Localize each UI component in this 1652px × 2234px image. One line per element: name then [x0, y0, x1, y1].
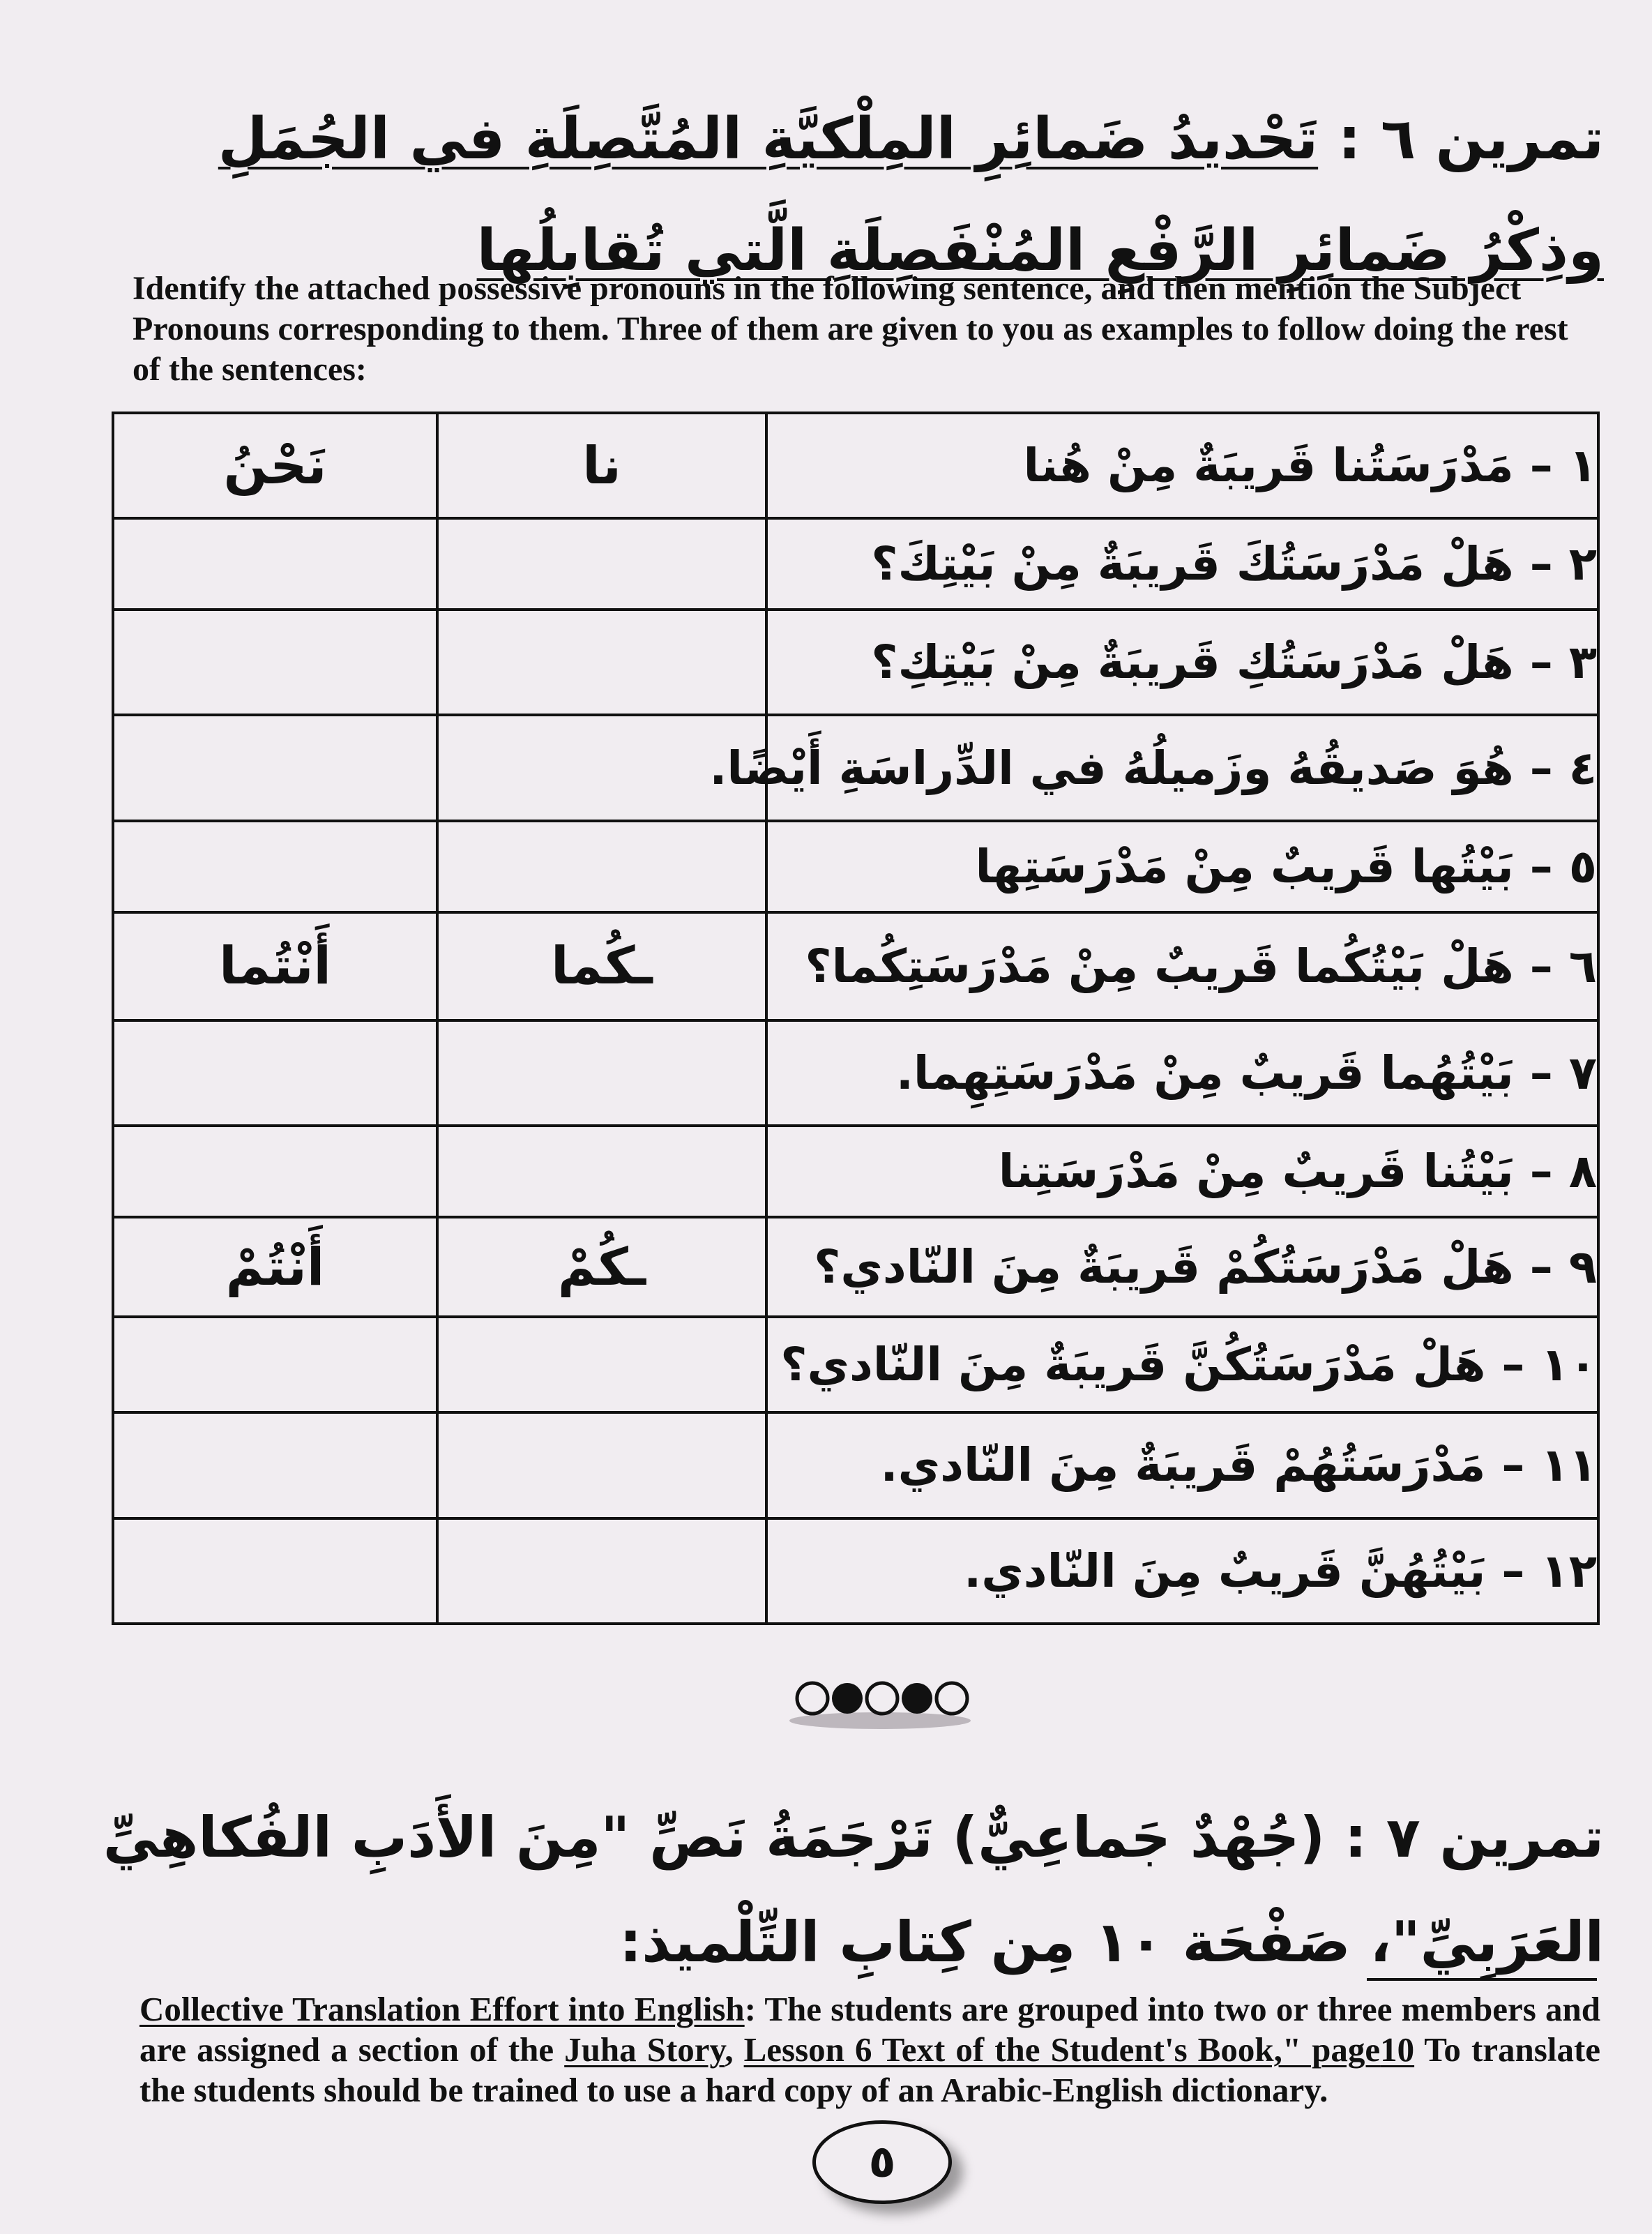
attached-pronoun-cell	[437, 1518, 766, 1624]
attached-pronoun-cell: ـكُما	[437, 912, 766, 1020]
attached-pronoun-cell	[437, 518, 766, 610]
exercise-6-label: تمرين ٦ :	[1318, 106, 1604, 172]
sentence-cell: ٩ – هَلْ مَدْرَسَتُكُمْ قَريبَةٌ مِنَ النّادي؟	[766, 1217, 1598, 1317]
subject-pronoun-cell: نَحْنُ	[113, 413, 437, 518]
sentence-cell: ٢ – هَلْ مَدْرَسَتُكَ قَريبَةٌ مِنْ بَيْتِكَ؟	[766, 518, 1598, 610]
table-row	[113, 1217, 1598, 1317]
attached-pronoun-cell	[437, 1126, 766, 1217]
exercise-7-instructions: Collective Translation Effort into English: The students are grouped into two or three members and are assigned a section of the Juha Story, Lesson 6 Text of the Student's Book," page10 To translate the students should be trained to use a hard copy of an Arabic-English dictionary.	[139, 1990, 1601, 2109]
sentence-cell: ٧ – بَيْتُهُما قَريبٌ مِنْ مَدْرَسَتِهِما.	[766, 1020, 1598, 1126]
table-row	[113, 715, 1598, 820]
attached-pronoun-cell	[437, 1317, 766, 1412]
exercise-7-title	[98, 1786, 1604, 1995]
sentence-cell: ١١ – مَدْرَسَتُهُمْ قَريبَةٌ مِنَ النّادي.	[766, 1412, 1598, 1518]
attached-pronoun-cell: نا	[437, 413, 766, 518]
subject-pronoun-cell	[113, 518, 437, 610]
sentence-cell: ٨ – بَيْتُنا قَريبٌ مِنْ مَدْرَسَتِنا	[766, 1126, 1598, 1217]
pronouns-table	[112, 412, 1600, 1625]
juha-story-link: Juha Story	[564, 2030, 725, 2069]
subject-pronoun-cell	[113, 821, 437, 912]
table-row	[113, 1126, 1598, 1217]
sentence-cell: ١٠ – هَلْ مَدْرَسَتُكُنَّ قَريبَةٌ مِنَ النّادي؟	[766, 1317, 1598, 1412]
exercise-7-label: تمرين ٧ :	[1325, 1805, 1604, 1870]
sentence-cell: ٦ – هَلْ بَيْتُكُما قَريبٌ مِنْ مَدْرَسَتِكُما؟	[766, 912, 1598, 1020]
exercise-6-instructions: Identify the attached possessive pronouns in the following sentence, and then mention the Subject Pronouns corresponding to them. Three of them are given to you as examples to follow doing the rest of the sentences:	[132, 270, 1568, 388]
attached-pronoun-cell	[437, 610, 766, 715]
table-row	[113, 610, 1598, 715]
attached-pronoun-cell	[437, 821, 766, 912]
exercise-6-heading: تَحْديدُ ضَمائِرِ المِلْكيَّةِ المُتَّصِلَةِ في الجُمَلِ وذِكْرُ ضَمائِرِ الرَّفْعِ المُنْفَصِلَةِ الَّتي تُقابِلُها	[218, 106, 1604, 284]
table-row	[113, 1518, 1598, 1624]
table-row	[113, 1412, 1598, 1518]
exercise-7-heading: (جُهْدٌ جَماعِيٌّ) تَرْجَمَةُ نَصِّ "مِنَ الأَدَبِ الفُكاهِيِّ العَرَبِيِّ"، صَفْحَة ١٠ مِن كِتابِ التِّلْميذ:	[103, 1805, 1604, 1975]
table-row	[113, 1020, 1598, 1126]
subject-pronoun-cell	[113, 1020, 437, 1126]
subject-pronoun-cell: أَنْتُمْ	[113, 1217, 437, 1317]
sentence-cell: ١ – مَدْرَسَتُنا قَريبَةٌ مِنْ هُنا	[766, 413, 1598, 518]
subject-pronoun-cell	[113, 1518, 437, 1624]
attached-pronoun-cell	[437, 1412, 766, 1518]
table-row	[113, 1317, 1598, 1412]
subject-pronoun-cell	[113, 715, 437, 820]
sentence-cell: ٥ – بَيْتُها قَريبٌ مِنْ مَدْرَسَتِها	[766, 821, 1598, 912]
table-row	[113, 413, 1598, 518]
table-row	[113, 518, 1598, 610]
attached-pronoun-cell: ـكُمْ	[437, 1217, 766, 1317]
subject-pronoun-cell: أَنْتُما	[113, 912, 437, 1020]
subject-pronoun-cell	[113, 1412, 437, 1518]
sentence-cell: ٤ – هُوَ صَديقُهُ وزَميلُهُ في الدِّراسَةِ أَيْضًا.	[766, 715, 1598, 820]
sentence-cell: ١٢ – بَيْتُهُنَّ قَريبٌ مِنَ النّادي.	[766, 1518, 1598, 1624]
sentence-cell: ٣ – هَلْ مَدْرَسَتُكِ قَريبَةٌ مِنْ بَيْتِكِ؟	[766, 610, 1598, 715]
collective-translation-label: Collective Translation Effort into English	[139, 1990, 745, 2028]
table-row	[113, 912, 1598, 1020]
exercise-7-underline	[1367, 1978, 1597, 1981]
subject-pronoun-cell	[113, 1317, 437, 1412]
attached-pronoun-cell	[437, 1020, 766, 1126]
divider-ornament	[781, 1670, 976, 1733]
subject-pronoun-cell	[113, 610, 437, 715]
page-number: ٥	[812, 2120, 952, 2204]
table-row	[113, 821, 1598, 912]
lesson-reference: Lesson 6 Text of the Student's Book," page10	[743, 2030, 1415, 2069]
subject-pronoun-cell	[113, 1126, 437, 1217]
